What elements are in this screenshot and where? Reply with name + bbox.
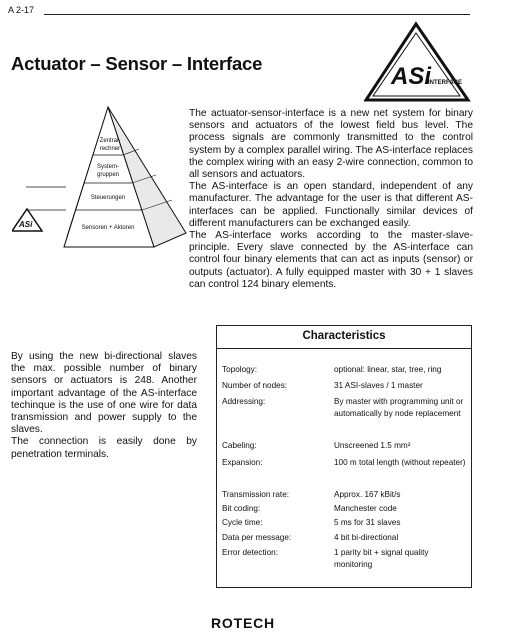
logo-asi-text: ASi <box>391 63 432 90</box>
characteristic-label: Cycle time: <box>222 518 263 527</box>
pyramid-diagram <box>12 105 190 255</box>
characteristic-value: 1 parity bit + signal quality monitoring <box>334 548 429 569</box>
small-asi-logo <box>12 209 42 231</box>
small-logo-asi-text: ASi <box>19 220 33 229</box>
pyramid-level-1-line1: Zentral- <box>99 138 121 144</box>
characteristic-value: Unscreened 1.5 mm² <box>334 441 411 450</box>
pyramid-level-1-line2: rechner <box>99 146 121 152</box>
characteristics-box <box>216 325 472 588</box>
pyramid-level-2-line1: System- <box>96 164 120 170</box>
characteristic-label: Transmission rate: <box>222 490 290 499</box>
header-rule <box>44 14 470 15</box>
characteristic-value: Manchester code <box>334 504 397 513</box>
characteristic-value: 4 bit bi-directional <box>334 533 399 542</box>
intro-paragraph: The actuator-sensor-interface is a new net system for binary sensors and actuators of the lowest field bus level. The process signals are commonly transmitted to the control system by a complex parallel wiring. The AS-interface replaces the complex wiring with an easy 2-wire connection, common to all sensors and actuators. <box>189 108 473 181</box>
characteristic-label: Addressing: <box>222 397 266 406</box>
intro-text <box>189 108 473 291</box>
characteristic-label: Topology: <box>222 365 258 374</box>
footer-brand: ROTECH <box>211 615 275 631</box>
characteristic-label: Data per message: <box>222 533 292 542</box>
pyramid-level-2-line2: gruppen <box>96 172 120 178</box>
characteristics-divider <box>217 348 471 349</box>
characteristics-title: Characteristics <box>302 330 386 342</box>
characteristic-value: optional: linear, star, tree, ring <box>334 365 442 374</box>
pyramid-level-4: Sensoren + Aktoren <box>81 225 135 231</box>
characteristic-label: Cabeling: <box>222 441 257 450</box>
characteristic-value: 100 m total length (without repeater) <box>334 458 466 467</box>
characteristic-value: 5 ms for 31 slaves <box>334 518 401 527</box>
intro-paragraph: The AS-interface works according to the master-slave-principle. Every slave connected by the AS-interface can control four binary elements that can act as inputs (sensor) or outputs (actuator). A fully equipped master with 30 + 1 slaves can control 124 binary elements. <box>189 230 473 290</box>
characteristic-label: Number of nodes: <box>222 381 288 390</box>
side-paragraph: By using the new bi-directional slaves the max. possible number of binary sensors or actuators is 248. Another important advantage of the AS-interface techinque is the use of one wire for data transmission and power supply to the slaves. <box>11 351 197 436</box>
characteristic-value: 31 ASI-slaves / 1 master <box>334 381 423 390</box>
pyramid-level-3: Steuerungen <box>90 195 126 201</box>
page-number: A 2-17 <box>8 5 35 15</box>
asi-logo <box>364 20 472 104</box>
characteristic-value: Approx. 167 kBit/s <box>334 490 401 499</box>
intro-paragraph: The AS-interface is an open standard, independent of any manufacturer. The advantage for the user is that different AS-interfaces can be applied. Functionally similar devices of different manufacturers can be exchanged easily. <box>189 181 473 229</box>
characteristic-value: By master with programming unit or automatically by node replacement <box>334 397 464 418</box>
side-text <box>11 351 197 461</box>
characteristic-label: Bit coding: <box>222 504 261 513</box>
side-paragraph: The connection is easily done by penetration terminals. <box>11 436 197 460</box>
characteristic-label: Expansion: <box>222 458 263 467</box>
page-title: Actuator – Sensor – Interface <box>11 53 263 74</box>
logo-interface-text: INTERFACE <box>428 80 463 86</box>
characteristic-label: Error detection: <box>222 548 278 557</box>
